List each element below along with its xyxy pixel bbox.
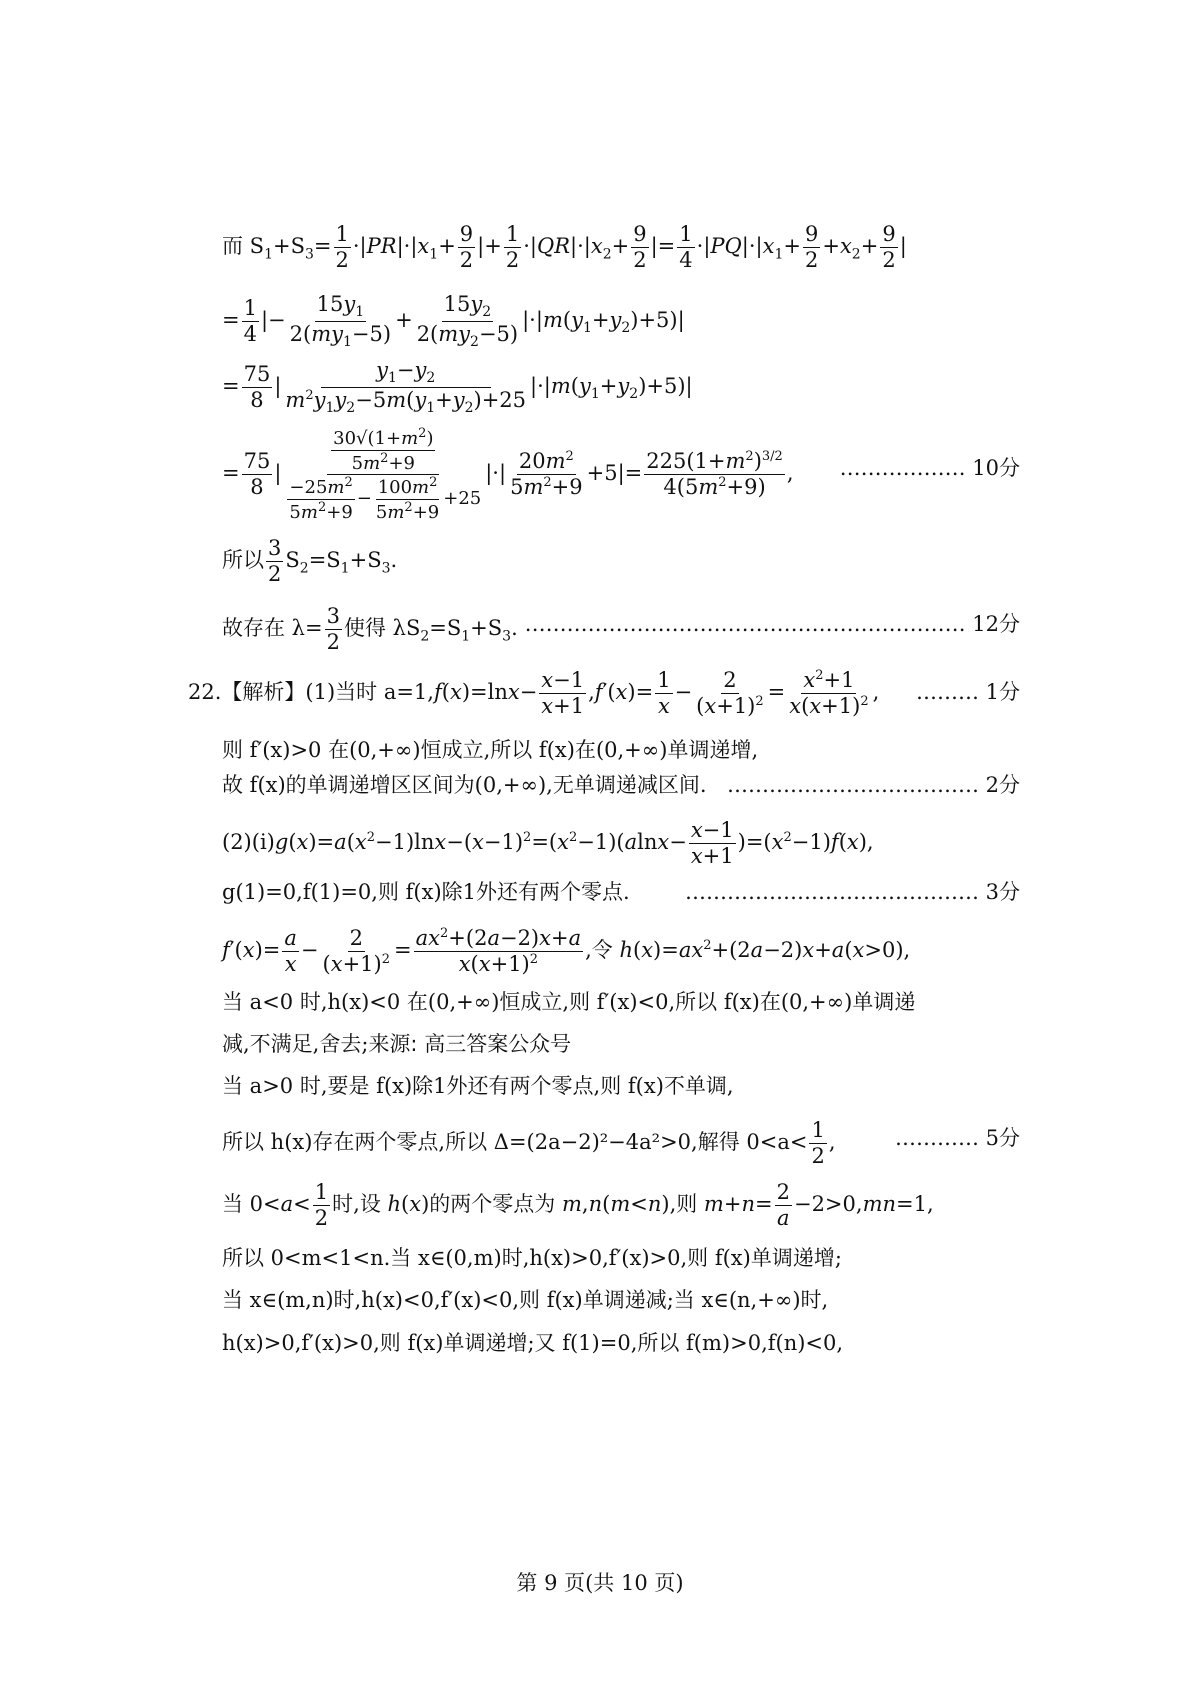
- question-22-line-1: 22.【解析】(1)当时 a=1,f(x)=lnx− $\frac{x-1}{x+1}$ ,f′(x)= $\frac{1}{x}$ − $\frac{2}{(x+1)^2}$ = $\frac{x^2+1}{x(x+1)^2}$ ,: [188, 668, 880, 719]
- line-14: [222, 1034, 571, 1055]
- equation-line-4: = $\frac{75}{8}$ | $\frac{30√(1+m^2)}{5m^2+9}$ $\frac{-25m^2}{5m^2+9}$ − $\frac{100m^2}{5m^2+9}$ +25 |·| $\frac{20m^2}{5m^2+9}$ +5|= $\frac{225(1+m^2)^{3/2}}{4(5m^2+9)}$ ,: [222, 426, 794, 523]
- line-8: 则 f′(x)>0 在(0,+∞)恒成立,所以 f(x)在(0,+∞)单调递增,: [222, 738, 759, 762]
- line-10: $(2)(i)g(x)=a(x^2-1)\ln x-(x-1)^2=(x^2-1)(alnx-$ $\frac{x-1}{x+1}$ )$=(x^2-1)f(x)$,: [222, 818, 874, 869]
- line-19: 当 x∈(m,n)时,h(x)<0,f′(x)<0,则 f(x)单调递减;当 x∈(n,+∞)时,: [222, 1288, 829, 1312]
- equation-line-2: = $\frac{1}{4}$ |− $\frac{15y_1}{2(my_1-5)}$ + $\frac{15y_2}{2(my_2-5)}$ $|\cdot|m(y_1+y_2)+5)|$: [222, 292, 685, 351]
- conclusion-line: 所以 $\frac{3}{2}$ $S_2=S_1+S_3$.: [222, 536, 398, 587]
- line-20: h(x)>0,f′(x)>0,则 f(x)单调递增;又 f(1)=0,所以 f(m)>0,f(n)<0,: [222, 1331, 844, 1355]
- line-18: 所以 0<m<1<n.当 x∈(0,m)时,h(x)>0,f′(x)>0,则 f(x)单调递增;: [222, 1246, 842, 1270]
- line-12: f′(x)= $\frac{a}{x}$ − $\frac{2}{(x+1)^2}$ = $\frac{ax^2+(2a-2)x+a}{x(x+1)^2}$ ,令 $h(x)=ax^2+(2a-2)x+a(x>0)$,: [222, 926, 911, 977]
- line-9: 故 f(x)的单调递增区区间为(0,+∞),无单调递减区间.: [222, 773, 707, 797]
- line-11: g(1)=0,f(1)=0,则 f(x)除1外还有两个零点.: [222, 880, 630, 904]
- score-3: …………………………………… 3分: [684, 880, 1020, 904]
- equation-line-3: = $\frac{75}{8}$ | $\frac{y_1-y_2}{m^2y_1y_2-5m(y_1+y_2)+25}$ $|\cdot|m(y_1+y_2)+5)|$: [222, 358, 693, 417]
- equation-line-1: 而 $S_1+S_3=$ $\frac{1}{2}$ $\cdot|PR|\cdot|x_1+$ $\frac{9}{2}$ |+ $\frac{1}{2}$ $\cdot|QR|\cdot|x_2+$ $\frac{9}{2}$ |= $\frac{1}{4}$ $\cdot|PQ|\cdot|x_1+$ $\frac{9}{2}$ $+x_2+$ $\frac{9}{2}$ |: [222, 222, 907, 273]
- line-15: 当 a>0 时,要是 f(x)除1外还有两个零点,则 f(x)不单调,: [222, 1074, 734, 1098]
- score-2: ……………………………… 2分: [726, 773, 1020, 797]
- line-17: 当 0<a< $\frac{1}{2}$ 时,设 h(x)的两个零点为 m,n(m<n),则 m+n= $\frac{2}{a}$ −2>0,mn=1,: [222, 1180, 934, 1231]
- q22-head: 22.【解析】(1)当时 a=1,: [188, 680, 434, 705]
- score-12: ……………………………………………………… 12分: [524, 612, 1020, 636]
- line-14-text: 减,不满足,舍去;: [222, 1032, 369, 1056]
- score-10: ……………… 10分: [839, 456, 1020, 480]
- existence-line: 故存在 λ= $\frac{3}{2}$ 使得 $\lambda S_2=S_1+S_3$.: [222, 604, 518, 655]
- line-16-text: 所以 h(x)存在两个零点,所以 Δ=(2a−2)²−4a²>0,解得 0<a<: [222, 1130, 808, 1155]
- score-5: ………… 5分: [894, 1126, 1020, 1150]
- line-16: 所以 h(x)存在两个零点,所以 Δ=(2a−2)²−4a²>0,解得 0<a< $\frac{1}{2}$ ,: [222, 1118, 836, 1169]
- line-13: 当 a<0 时,h(x)<0 在(0,+∞)恒成立,则 f′(x)<0,所以 f(x)在(0,+∞)单调递: [222, 990, 916, 1014]
- page-footer: 第 9 页(共 10 页): [516, 1571, 684, 1595]
- source-watermark: 来源: 高三答案公众号: [368, 1032, 572, 1056]
- score-1: ……… 1分: [915, 680, 1020, 704]
